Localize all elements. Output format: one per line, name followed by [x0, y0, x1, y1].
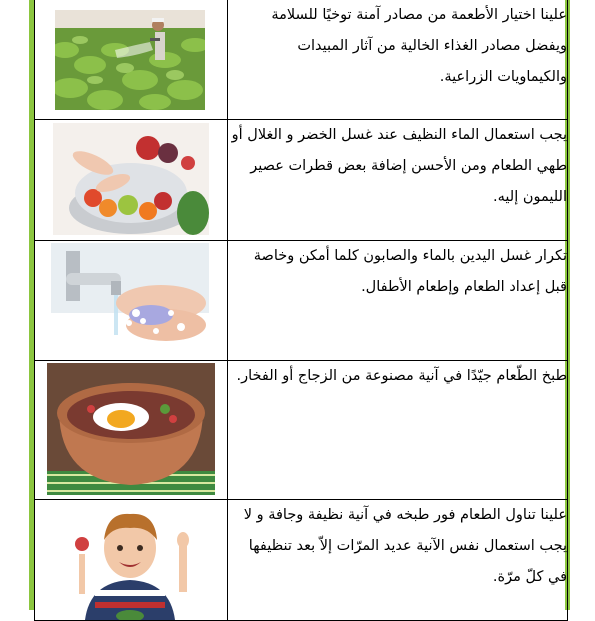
tip-text: علينا تناول الطعام فور طبخه في آنية نظيفة وجافة و لا يجب استعمال نفس الآنية عديد المرّات إلاّ بعد تنظيفها في كلّ مرّة.: [228, 500, 568, 621]
tip-image-cell: [35, 120, 228, 241]
food-safety-tips-table: [34, 0, 568, 621]
tip-text: علينا اختيار الأطعمة من مصادر آمنة توخيًا للسلامة ويفضل مصادر الغذاء الخالية من آثار المبيدات والكيماويات الزراعية.: [228, 0, 568, 120]
tip-text: يجب استعمال الماء النظيف عند غسل الخضر و الغلال أو طهي الطعام ومن الأحسن إضافة بعض قطرات عصير الليمون إليه.: [228, 120, 568, 241]
tip-row: [35, 241, 568, 361]
clay-pot-food-photo: [47, 363, 215, 495]
tip-row: [35, 361, 568, 500]
tip-image-cell: [35, 0, 228, 120]
washing-fruits-photo: [53, 123, 209, 235]
tip-row: [35, 0, 568, 120]
tip-image-cell: [35, 500, 228, 621]
hand-washing-photo: [51, 243, 209, 353]
tip-image-cell: [35, 361, 228, 500]
farmer-spraying-crops-photo: [55, 10, 205, 110]
tip-text: تكرار غسل اليدين بالماء والصابون كلما أمكن وخاصة قبل إعداد الطعام وإطعام الأطفال.: [228, 241, 568, 361]
child-eating-photo: [55, 504, 205, 620]
tip-row: [35, 500, 568, 621]
tip-row: [35, 120, 568, 241]
tip-image-cell: [35, 241, 228, 361]
tip-text: طبخ الطّعام جيّدًا في آنية مصنوعة من الزجاج أو الفخار.: [228, 361, 568, 500]
